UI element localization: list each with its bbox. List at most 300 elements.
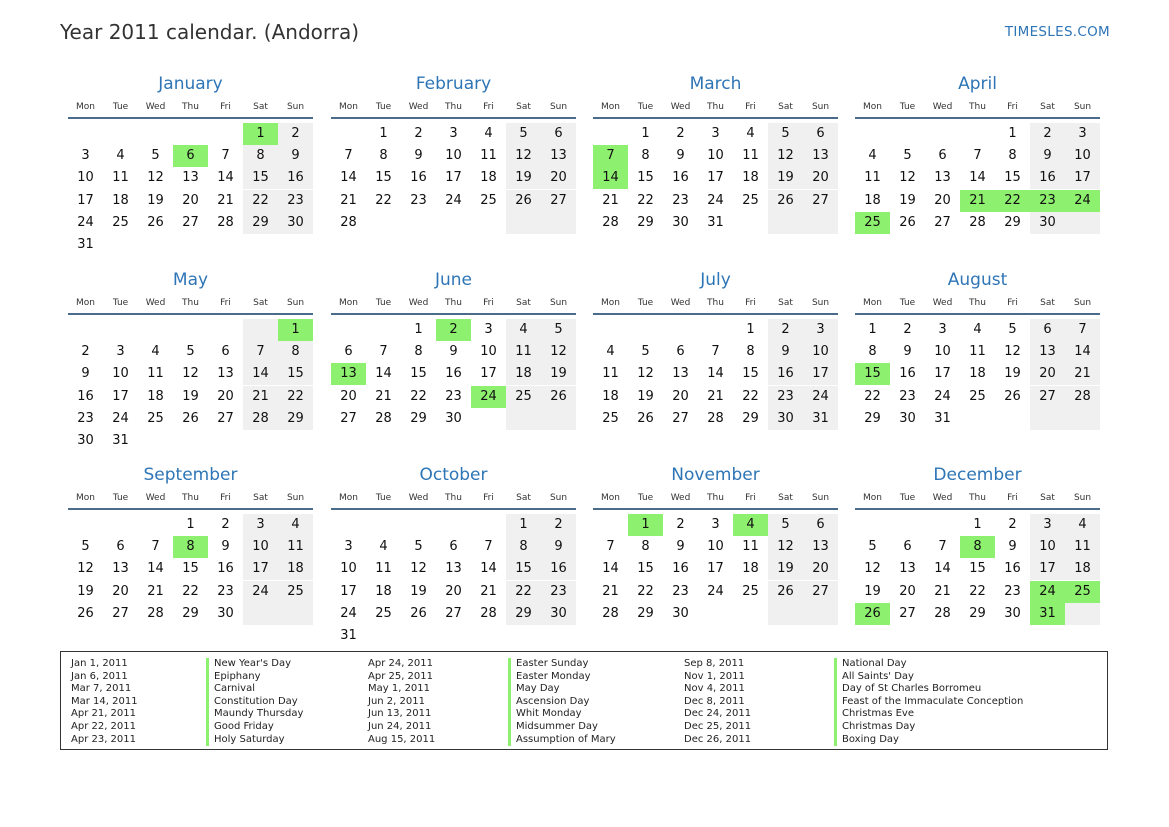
day-cell[interactable]: 26 bbox=[147, 214, 164, 230]
day-cell[interactable]: 21 bbox=[934, 583, 951, 599]
day-cell[interactable]: 6 bbox=[344, 344, 353, 360]
day-cell[interactable]: 25 bbox=[375, 605, 392, 621]
day-cell[interactable]: 13 bbox=[899, 561, 916, 577]
day-cell[interactable]: 21 bbox=[707, 388, 724, 404]
day-cell[interactable]: 1 bbox=[379, 126, 388, 141]
day-cell[interactable]: 30 bbox=[541, 603, 576, 625]
day-cell[interactable]: 11 bbox=[602, 366, 619, 382]
day-cell[interactable]: 26 bbox=[506, 190, 541, 212]
day-cell[interactable]: 29 bbox=[410, 410, 427, 426]
day-cell[interactable]: 10 bbox=[1030, 536, 1065, 558]
day-cell[interactable]: 6 bbox=[903, 539, 912, 555]
day-cell[interactable]: 28 bbox=[217, 214, 234, 230]
day-cell[interactable]: 13 bbox=[672, 366, 689, 382]
day-cell[interactable]: 5 bbox=[151, 148, 160, 164]
day-cell[interactable]: 2 bbox=[221, 517, 230, 532]
day-cell[interactable]: 8 bbox=[278, 341, 313, 363]
day-cell[interactable]: 2 bbox=[676, 126, 685, 141]
day-cell[interactable]: 22 bbox=[637, 583, 654, 599]
day-cell[interactable]: 14 bbox=[969, 170, 986, 186]
day-cell[interactable]: 19 bbox=[768, 558, 803, 580]
day-cell[interactable]: 30 bbox=[445, 410, 462, 426]
day-cell[interactable]: 10 bbox=[707, 539, 724, 555]
day-cell[interactable]: 8 bbox=[641, 148, 650, 164]
day-cell[interactable]: 27 bbox=[934, 214, 951, 230]
day-cell[interactable]: 1 bbox=[973, 517, 982, 532]
day-cell[interactable]: 5 bbox=[903, 148, 912, 164]
day-cell[interactable]: 13 bbox=[934, 170, 951, 186]
day-cell[interactable]: 10 bbox=[243, 536, 278, 558]
day-cell[interactable]: 11 bbox=[506, 341, 541, 363]
holiday-day-cell[interactable]: 1 bbox=[243, 123, 278, 145]
day-cell[interactable]: 29 bbox=[864, 410, 881, 426]
day-cell[interactable]: 30 bbox=[672, 214, 689, 230]
day-cell[interactable]: 29 bbox=[182, 605, 199, 621]
day-cell[interactable]: 23 bbox=[541, 581, 576, 603]
day-cell[interactable]: 8 bbox=[868, 344, 877, 360]
day-cell[interactable]: 31 bbox=[112, 433, 129, 448]
day-cell[interactable]: 12 bbox=[768, 536, 803, 558]
day-cell[interactable]: 5 bbox=[506, 123, 541, 145]
day-cell[interactable]: 23 bbox=[77, 410, 94, 426]
day-cell[interactable]: 19 bbox=[1004, 366, 1021, 382]
day-cell[interactable]: 21 bbox=[480, 583, 497, 599]
day-cell[interactable]: 21 bbox=[340, 192, 357, 208]
day-cell[interactable]: 4 bbox=[746, 126, 755, 141]
day-cell[interactable]: 29 bbox=[278, 408, 313, 430]
day-cell[interactable]: 9 bbox=[449, 344, 458, 360]
day-cell[interactable]: 11 bbox=[969, 344, 986, 360]
day-cell[interactable]: 20 bbox=[803, 167, 838, 189]
day-cell[interactable]: 17 bbox=[1030, 558, 1065, 580]
day-cell[interactable]: 19 bbox=[506, 167, 541, 189]
day-cell[interactable]: 28 bbox=[1065, 386, 1100, 408]
day-cell[interactable]: 27 bbox=[803, 581, 838, 603]
day-cell[interactable]: 17 bbox=[340, 583, 357, 599]
day-cell[interactable]: 15 bbox=[637, 561, 654, 577]
day-cell[interactable]: 4 bbox=[484, 126, 493, 141]
day-cell[interactable]: 18 bbox=[602, 388, 619, 404]
day-cell[interactable]: 18 bbox=[742, 170, 759, 186]
day-cell[interactable]: 14 bbox=[243, 363, 278, 385]
day-cell[interactable]: 29 bbox=[742, 410, 759, 426]
holiday-day-cell[interactable]: 24 bbox=[1065, 190, 1100, 212]
day-cell[interactable]: 20 bbox=[112, 583, 129, 599]
day-cell[interactable]: 3 bbox=[81, 148, 90, 164]
day-cell[interactable]: 11 bbox=[375, 561, 392, 577]
day-cell[interactable]: 1 bbox=[1008, 126, 1017, 141]
day-cell[interactable]: 29 bbox=[637, 605, 654, 621]
day-cell[interactable]: 5 bbox=[186, 344, 195, 360]
day-cell[interactable]: 19 bbox=[864, 583, 881, 599]
day-cell[interactable]: 3 bbox=[1030, 514, 1065, 536]
day-cell[interactable]: 8 bbox=[1008, 148, 1017, 164]
day-cell[interactable]: 13 bbox=[182, 170, 199, 186]
day-cell[interactable]: 24 bbox=[77, 214, 94, 230]
day-cell[interactable]: 27 bbox=[340, 410, 357, 426]
day-cell[interactable]: 11 bbox=[278, 536, 313, 558]
holiday-day-cell[interactable]: 24 bbox=[1030, 581, 1065, 603]
day-cell[interactable]: 10 bbox=[707, 148, 724, 164]
day-cell[interactable]: 29 bbox=[506, 603, 541, 625]
day-cell[interactable]: 11 bbox=[864, 170, 881, 186]
day-cell[interactable]: 11 bbox=[742, 539, 759, 555]
holiday-day-cell[interactable]: 13 bbox=[331, 363, 366, 385]
day-cell[interactable]: 4 bbox=[606, 344, 615, 360]
day-cell[interactable]: 28 bbox=[934, 605, 951, 621]
day-cell[interactable]: 24 bbox=[934, 388, 951, 404]
day-cell[interactable]: 13 bbox=[445, 561, 462, 577]
day-cell[interactable]: 14 bbox=[602, 561, 619, 577]
day-cell[interactable]: 5 bbox=[541, 319, 576, 341]
day-cell[interactable]: 3 bbox=[711, 126, 720, 141]
day-cell[interactable]: 16 bbox=[768, 363, 803, 385]
day-cell[interactable]: 30 bbox=[899, 410, 916, 426]
day-cell[interactable]: 29 bbox=[969, 605, 986, 621]
day-cell[interactable]: 27 bbox=[1030, 386, 1065, 408]
day-cell[interactable]: 4 bbox=[868, 148, 877, 164]
day-cell[interactable]: 12 bbox=[864, 561, 881, 577]
day-cell[interactable]: 5 bbox=[1008, 322, 1017, 337]
day-cell[interactable]: 18 bbox=[864, 192, 881, 208]
day-cell[interactable]: 14 bbox=[480, 561, 497, 577]
holiday-day-cell[interactable]: 14 bbox=[593, 167, 628, 189]
day-cell[interactable]: 14 bbox=[934, 561, 951, 577]
day-cell[interactable]: 28 bbox=[243, 408, 278, 430]
day-cell[interactable]: 1 bbox=[641, 126, 650, 141]
day-cell[interactable]: 12 bbox=[77, 561, 94, 577]
day-cell[interactable]: 2 bbox=[903, 322, 912, 337]
day-cell[interactable]: 7 bbox=[938, 539, 947, 555]
day-cell[interactable]: 13 bbox=[541, 145, 576, 167]
day-cell[interactable]: 16 bbox=[1004, 561, 1021, 577]
day-cell[interactable]: 22 bbox=[742, 388, 759, 404]
day-cell[interactable]: 2 bbox=[1030, 123, 1065, 145]
day-cell[interactable]: 24 bbox=[340, 605, 357, 621]
day-cell[interactable]: 30 bbox=[768, 408, 803, 430]
day-cell[interactable]: 10 bbox=[803, 341, 838, 363]
day-cell[interactable]: 26 bbox=[410, 605, 427, 621]
day-cell[interactable]: 18 bbox=[742, 561, 759, 577]
day-cell[interactable]: 30 bbox=[278, 212, 313, 234]
day-cell[interactable]: 26 bbox=[899, 214, 916, 230]
day-cell[interactable]: 20 bbox=[340, 388, 357, 404]
day-cell[interactable]: 24 bbox=[112, 410, 129, 426]
day-cell[interactable]: 4 bbox=[116, 148, 125, 164]
day-cell[interactable]: 11 bbox=[147, 366, 164, 382]
day-cell[interactable]: 2 bbox=[676, 517, 685, 532]
day-cell[interactable]: 3 bbox=[711, 517, 720, 532]
day-cell[interactable]: 26 bbox=[77, 605, 94, 621]
day-cell[interactable]: 7 bbox=[221, 148, 230, 164]
day-cell[interactable]: 26 bbox=[768, 581, 803, 603]
day-cell[interactable]: 16 bbox=[445, 366, 462, 382]
day-cell[interactable]: 3 bbox=[449, 126, 458, 141]
holiday-day-cell[interactable]: 1 bbox=[628, 514, 663, 536]
day-cell[interactable]: 31 bbox=[77, 237, 94, 252]
day-cell[interactable]: 26 bbox=[768, 190, 803, 212]
day-cell[interactable]: 31 bbox=[707, 214, 724, 230]
day-cell[interactable]: 6 bbox=[221, 344, 230, 360]
day-cell[interactable]: 15 bbox=[637, 170, 654, 186]
day-cell[interactable]: 25 bbox=[742, 583, 759, 599]
day-cell[interactable]: 7 bbox=[973, 148, 982, 164]
holiday-day-cell[interactable]: 25 bbox=[1065, 581, 1100, 603]
day-cell[interactable]: 29 bbox=[637, 214, 654, 230]
day-cell[interactable]: 12 bbox=[182, 366, 199, 382]
site-brand-link[interactable]: TIMESLES.COM bbox=[1004, 24, 1110, 40]
day-cell[interactable]: 19 bbox=[541, 363, 576, 385]
day-cell[interactable]: 6 bbox=[1030, 319, 1065, 341]
day-cell[interactable]: 23 bbox=[217, 583, 234, 599]
day-cell[interactable]: 15 bbox=[506, 558, 541, 580]
day-cell[interactable]: 15 bbox=[742, 366, 759, 382]
day-cell[interactable]: 7 bbox=[1065, 319, 1100, 341]
day-cell[interactable]: 10 bbox=[340, 561, 357, 577]
day-cell[interactable]: 12 bbox=[506, 145, 541, 167]
day-cell[interactable]: 5 bbox=[768, 123, 803, 145]
day-cell[interactable]: 18 bbox=[112, 192, 129, 208]
day-cell[interactable]: 20 bbox=[217, 388, 234, 404]
day-cell[interactable]: 19 bbox=[147, 192, 164, 208]
day-cell[interactable]: 22 bbox=[506, 581, 541, 603]
day-cell[interactable]: 3 bbox=[243, 514, 278, 536]
day-cell[interactable]: 23 bbox=[672, 192, 689, 208]
day-cell[interactable]: 22 bbox=[243, 190, 278, 212]
day-cell[interactable]: 6 bbox=[116, 539, 125, 555]
day-cell[interactable]: 18 bbox=[506, 363, 541, 385]
day-cell[interactable]: 28 bbox=[969, 214, 986, 230]
day-cell[interactable]: 20 bbox=[934, 192, 951, 208]
day-cell[interactable]: 4 bbox=[379, 539, 388, 555]
day-cell[interactable]: 12 bbox=[147, 170, 164, 186]
day-cell[interactable]: 24 bbox=[445, 192, 462, 208]
day-cell[interactable]: 23 bbox=[672, 583, 689, 599]
day-cell[interactable]: 18 bbox=[969, 366, 986, 382]
day-cell[interactable]: 11 bbox=[1065, 536, 1100, 558]
day-cell[interactable]: 7 bbox=[243, 341, 278, 363]
day-cell[interactable]: 20 bbox=[672, 388, 689, 404]
day-cell[interactable]: 16 bbox=[541, 558, 576, 580]
day-cell[interactable]: 22 bbox=[375, 192, 392, 208]
day-cell[interactable]: 17 bbox=[77, 192, 94, 208]
holiday-day-cell[interactable]: 6 bbox=[173, 145, 208, 167]
day-cell[interactable]: 16 bbox=[1030, 167, 1065, 189]
day-cell[interactable]: 25 bbox=[480, 192, 497, 208]
holiday-day-cell[interactable]: 23 bbox=[1030, 190, 1065, 212]
day-cell[interactable]: 15 bbox=[410, 366, 427, 382]
day-cell[interactable]: 21 bbox=[243, 386, 278, 408]
day-cell[interactable]: 22 bbox=[410, 388, 427, 404]
day-cell[interactable]: 18 bbox=[375, 583, 392, 599]
day-cell[interactable]: 19 bbox=[410, 583, 427, 599]
day-cell[interactable]: 21 bbox=[602, 192, 619, 208]
day-cell[interactable]: 29 bbox=[1004, 214, 1021, 230]
holiday-day-cell[interactable]: 22 bbox=[995, 190, 1030, 212]
holiday-day-cell[interactable]: 31 bbox=[1030, 603, 1065, 625]
day-cell[interactable]: 2 bbox=[81, 344, 90, 360]
day-cell[interactable]: 4 bbox=[506, 319, 541, 341]
holiday-day-cell[interactable]: 25 bbox=[855, 212, 890, 234]
day-cell[interactable]: 13 bbox=[803, 536, 838, 558]
day-cell[interactable]: 9 bbox=[541, 536, 576, 558]
day-cell[interactable]: 20 bbox=[1030, 363, 1065, 385]
day-cell[interactable]: 8 bbox=[379, 148, 388, 164]
day-cell[interactable]: 2 bbox=[414, 126, 423, 141]
day-cell[interactable]: 23 bbox=[1004, 583, 1021, 599]
day-cell[interactable]: 5 bbox=[868, 539, 877, 555]
day-cell[interactable]: 14 bbox=[375, 366, 392, 382]
day-cell[interactable]: 27 bbox=[182, 214, 199, 230]
day-cell[interactable]: 16 bbox=[217, 561, 234, 577]
day-cell[interactable]: 14 bbox=[340, 170, 357, 186]
day-cell[interactable]: 28 bbox=[602, 214, 619, 230]
day-cell[interactable]: 25 bbox=[112, 214, 129, 230]
day-cell[interactable]: 21 bbox=[217, 192, 234, 208]
day-cell[interactable]: 25 bbox=[278, 581, 313, 603]
day-cell[interactable]: 22 bbox=[637, 192, 654, 208]
day-cell[interactable]: 1 bbox=[746, 322, 755, 337]
day-cell[interactable]: 30 bbox=[217, 605, 234, 621]
day-cell[interactable]: 25 bbox=[969, 388, 986, 404]
day-cell[interactable]: 4 bbox=[151, 344, 160, 360]
day-cell[interactable]: 31 bbox=[340, 628, 357, 643]
day-cell[interactable]: 3 bbox=[803, 319, 838, 341]
day-cell[interactable]: 9 bbox=[768, 341, 803, 363]
day-cell[interactable]: 12 bbox=[899, 170, 916, 186]
day-cell[interactable]: 19 bbox=[768, 167, 803, 189]
day-cell[interactable]: 21 bbox=[602, 583, 619, 599]
day-cell[interactable]: 14 bbox=[217, 170, 234, 186]
day-cell[interactable]: 20 bbox=[803, 558, 838, 580]
day-cell[interactable]: 7 bbox=[484, 539, 493, 555]
day-cell[interactable]: 27 bbox=[672, 410, 689, 426]
day-cell[interactable]: 22 bbox=[278, 386, 313, 408]
day-cell[interactable]: 19 bbox=[899, 192, 916, 208]
day-cell[interactable]: 4 bbox=[1065, 514, 1100, 536]
day-cell[interactable]: 21 bbox=[147, 583, 164, 599]
day-cell[interactable]: 11 bbox=[480, 148, 497, 164]
day-cell[interactable]: 7 bbox=[151, 539, 160, 555]
day-cell[interactable]: 30 bbox=[1030, 212, 1065, 234]
day-cell[interactable]: 21 bbox=[375, 388, 392, 404]
day-cell[interactable]: 6 bbox=[803, 123, 838, 145]
day-cell[interactable]: 9 bbox=[278, 145, 313, 167]
day-cell[interactable]: 23 bbox=[278, 190, 313, 212]
day-cell[interactable]: 6 bbox=[676, 344, 685, 360]
day-cell[interactable]: 25 bbox=[147, 410, 164, 426]
day-cell[interactable]: 22 bbox=[969, 583, 986, 599]
day-cell[interactable]: 16 bbox=[410, 170, 427, 186]
day-cell[interactable]: 18 bbox=[480, 170, 497, 186]
day-cell[interactable]: 3 bbox=[1065, 123, 1100, 145]
day-cell[interactable]: 8 bbox=[641, 539, 650, 555]
day-cell[interactable]: 18 bbox=[278, 558, 313, 580]
day-cell[interactable]: 14 bbox=[1065, 341, 1100, 363]
day-cell[interactable]: 5 bbox=[768, 514, 803, 536]
day-cell[interactable]: 28 bbox=[602, 605, 619, 621]
day-cell[interactable]: 14 bbox=[147, 561, 164, 577]
day-cell[interactable]: 27 bbox=[445, 605, 462, 621]
day-cell[interactable]: 25 bbox=[742, 192, 759, 208]
day-cell[interactable]: 30 bbox=[1004, 605, 1021, 621]
day-cell[interactable]: 8 bbox=[746, 344, 755, 360]
day-cell[interactable]: 3 bbox=[344, 539, 353, 555]
day-cell[interactable]: 12 bbox=[1004, 344, 1021, 360]
holiday-day-cell[interactable]: 2 bbox=[436, 319, 471, 341]
day-cell[interactable]: 10 bbox=[1065, 145, 1100, 167]
day-cell[interactable]: 1 bbox=[186, 517, 195, 532]
day-cell[interactable]: 2 bbox=[278, 123, 313, 145]
day-cell[interactable]: 15 bbox=[969, 561, 986, 577]
day-cell[interactable]: 30 bbox=[672, 605, 689, 621]
day-cell[interactable]: 19 bbox=[77, 583, 94, 599]
day-cell[interactable]: 10 bbox=[934, 344, 951, 360]
holiday-day-cell[interactable]: 15 bbox=[855, 363, 890, 385]
day-cell[interactable]: 12 bbox=[410, 561, 427, 577]
day-cell[interactable]: 28 bbox=[480, 605, 497, 621]
day-cell[interactable]: 6 bbox=[449, 539, 458, 555]
day-cell[interactable]: 23 bbox=[445, 388, 462, 404]
day-cell[interactable]: 17 bbox=[707, 170, 724, 186]
day-cell[interactable]: 15 bbox=[182, 561, 199, 577]
holiday-day-cell[interactable]: 4 bbox=[733, 514, 768, 536]
day-cell[interactable]: 13 bbox=[217, 366, 234, 382]
day-cell[interactable]: 24 bbox=[803, 386, 838, 408]
day-cell[interactable]: 26 bbox=[1004, 388, 1021, 404]
day-cell[interactable]: 16 bbox=[77, 388, 94, 404]
day-cell[interactable]: 16 bbox=[672, 170, 689, 186]
day-cell[interactable]: 27 bbox=[899, 605, 916, 621]
day-cell[interactable]: 1 bbox=[506, 514, 541, 536]
day-cell[interactable]: 28 bbox=[340, 214, 357, 230]
day-cell[interactable]: 20 bbox=[541, 167, 576, 189]
day-cell[interactable]: 24 bbox=[707, 583, 724, 599]
day-cell[interactable]: 24 bbox=[707, 192, 724, 208]
day-cell[interactable]: 17 bbox=[243, 558, 278, 580]
day-cell[interactable]: 25 bbox=[506, 386, 541, 408]
day-cell[interactable]: 19 bbox=[637, 388, 654, 404]
day-cell[interactable]: 25 bbox=[602, 410, 619, 426]
holiday-day-cell[interactable]: 7 bbox=[593, 145, 628, 167]
day-cell[interactable]: 9 bbox=[221, 539, 230, 555]
day-cell[interactable]: 1 bbox=[868, 322, 877, 337]
day-cell[interactable]: 28 bbox=[375, 410, 392, 426]
day-cell[interactable]: 20 bbox=[182, 192, 199, 208]
day-cell[interactable]: 23 bbox=[410, 192, 427, 208]
day-cell[interactable]: 20 bbox=[899, 583, 916, 599]
day-cell[interactable]: 6 bbox=[938, 148, 947, 164]
day-cell[interactable]: 9 bbox=[1030, 145, 1065, 167]
day-cell[interactable]: 2 bbox=[768, 319, 803, 341]
day-cell[interactable]: 5 bbox=[81, 539, 90, 555]
day-cell[interactable]: 15 bbox=[375, 170, 392, 186]
day-cell[interactable]: 7 bbox=[344, 148, 353, 164]
day-cell[interactable]: 3 bbox=[484, 322, 493, 337]
holiday-day-cell[interactable]: 21 bbox=[960, 190, 995, 212]
day-cell[interactable]: 10 bbox=[445, 148, 462, 164]
day-cell[interactable]: 4 bbox=[973, 322, 982, 337]
day-cell[interactable]: 27 bbox=[803, 190, 838, 212]
day-cell[interactable]: 5 bbox=[641, 344, 650, 360]
day-cell[interactable]: 8 bbox=[414, 344, 423, 360]
day-cell[interactable]: 10 bbox=[112, 366, 129, 382]
day-cell[interactable]: 10 bbox=[480, 344, 497, 360]
day-cell[interactable]: 5 bbox=[414, 539, 423, 555]
day-cell[interactable]: 6 bbox=[541, 123, 576, 145]
day-cell[interactable]: 1 bbox=[414, 322, 423, 337]
day-cell[interactable]: 13 bbox=[112, 561, 129, 577]
